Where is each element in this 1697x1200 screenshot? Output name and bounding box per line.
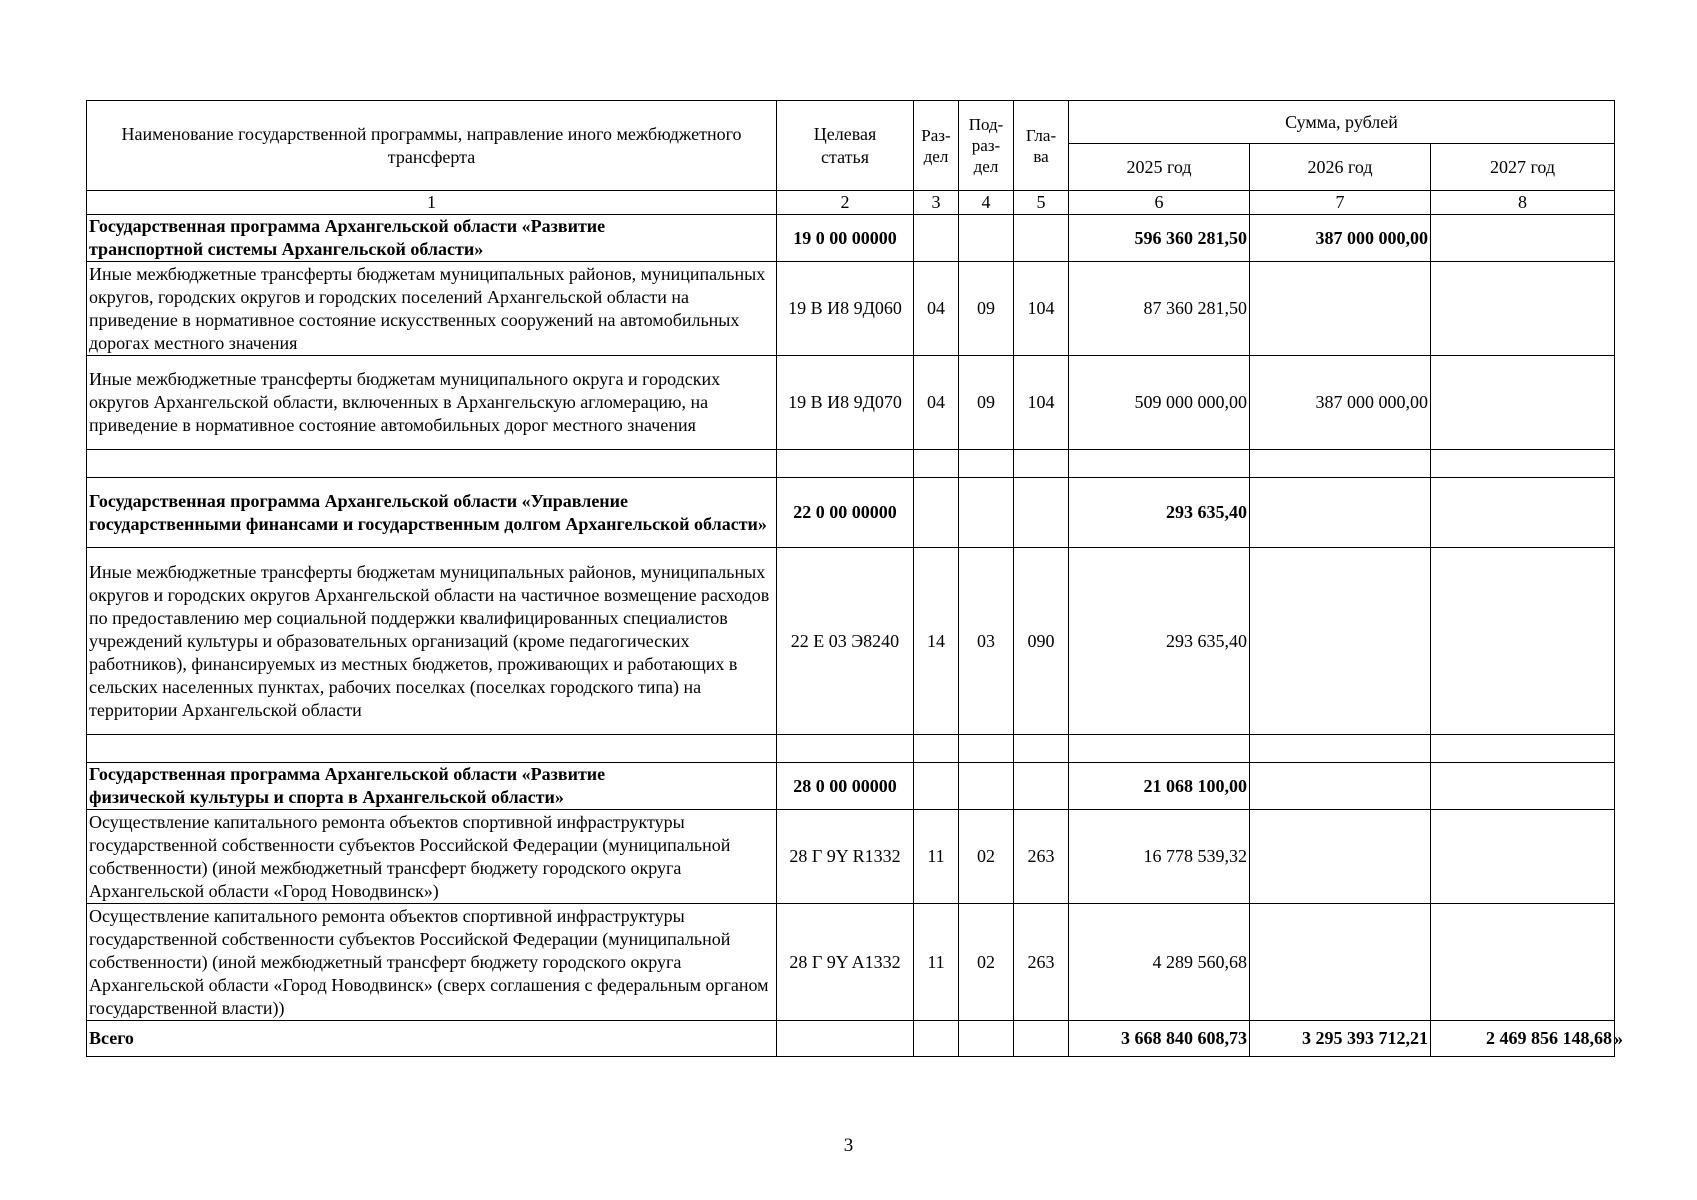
amount-2027 bbox=[1431, 356, 1615, 450]
amount-2027 bbox=[1431, 548, 1615, 735]
program-row bbox=[87, 478, 1615, 548]
program-name: Государственная программа Архангельской области «Развитие физической культуры и спорта в Архангельской области» bbox=[87, 763, 777, 810]
amount-2027 bbox=[1431, 262, 1615, 356]
item-name: Иные межбюджетные трансферты бюджетам муниципального округа и городских округов Архангельской области, включенных в Архангельскую агломерацию, на приведение в нормативное состояние автомобильных дорог местного значения bbox=[87, 356, 777, 450]
target-code: 19 В И8 9Д060 bbox=[777, 262, 914, 356]
amount-2025: 16 778 539,32 bbox=[1069, 810, 1250, 904]
chapter-code: 090 bbox=[1014, 548, 1069, 735]
target-code: 22 0 00 00000 bbox=[777, 478, 914, 548]
closing-quote: » bbox=[1614, 1028, 1624, 1048]
program-row bbox=[87, 215, 1615, 262]
header-chapter: Гла-ва bbox=[1014, 101, 1069, 191]
colnum: 7 bbox=[1250, 191, 1431, 215]
amount-2026 bbox=[1250, 478, 1431, 548]
amount-2027 bbox=[1431, 215, 1615, 262]
subsection-code bbox=[959, 763, 1014, 810]
amount-2027 bbox=[1431, 904, 1615, 1021]
section-code bbox=[914, 478, 959, 548]
item-row bbox=[87, 904, 1615, 1021]
section-code: 11 bbox=[914, 810, 959, 904]
total-2025: 3 668 840 608,73 bbox=[1069, 1021, 1250, 1057]
colnum: 1 bbox=[87, 191, 777, 215]
page-number: 3 bbox=[843, 1135, 854, 1156]
chapter-code bbox=[1014, 478, 1069, 548]
amount-2027 bbox=[1431, 478, 1615, 548]
amount-2025: 87 360 281,50 bbox=[1069, 262, 1250, 356]
subsection-code bbox=[959, 215, 1014, 262]
colnum: 5 bbox=[1014, 191, 1069, 215]
amount-2025: 293 635,40 bbox=[1069, 548, 1250, 735]
total-2027: 2 469 856 148,68 bbox=[1486, 1028, 1613, 1048]
target-code: 22 Е 03 Э8240 bbox=[777, 548, 914, 735]
subsection-code: 02 bbox=[959, 904, 1014, 1021]
chapter-code bbox=[1014, 763, 1069, 810]
header-section: Раз-дел bbox=[914, 101, 959, 191]
item-name: Иные межбюджетные трансферты бюджетам муниципальных районов, муниципальных округов, городских округов и городских поселений Архангельской области на приведение в нормативное состояние искусственных сооружений на автомобильных дорогах местного значения bbox=[87, 262, 777, 356]
amount-2027 bbox=[1431, 763, 1615, 810]
header-row-1 bbox=[87, 101, 1615, 144]
spacer-row bbox=[87, 735, 1615, 763]
amount-2025: 293 635,40 bbox=[1069, 478, 1250, 548]
amount-2026 bbox=[1250, 763, 1431, 810]
amount-2026 bbox=[1250, 810, 1431, 904]
amount-2025: 509 000 000,00 bbox=[1069, 356, 1250, 450]
spacer-row bbox=[87, 450, 1615, 478]
amount-2027 bbox=[1431, 810, 1615, 904]
amount-2025: 596 360 281,50 bbox=[1069, 215, 1250, 262]
item-row bbox=[87, 548, 1615, 735]
header-name: Наименование государственной программы, направление иного межбюджетного трансферта bbox=[87, 101, 777, 191]
chapter-code: 263 bbox=[1014, 904, 1069, 1021]
target-code: 19 В И8 9Д070 bbox=[777, 356, 914, 450]
header-year-2025: 2025 год bbox=[1069, 144, 1250, 191]
colnum: 2 bbox=[777, 191, 914, 215]
amount-2025: 21 068 100,00 bbox=[1069, 763, 1250, 810]
item-row bbox=[87, 356, 1615, 450]
section-code bbox=[914, 763, 959, 810]
amount-2026 bbox=[1250, 548, 1431, 735]
section-code: 14 bbox=[914, 548, 959, 735]
colnum: 4 bbox=[959, 191, 1014, 215]
total-row bbox=[87, 1021, 1615, 1057]
item-row bbox=[87, 262, 1615, 356]
target-code: 28 0 00 00000 bbox=[777, 763, 914, 810]
subsection-code: 02 bbox=[959, 810, 1014, 904]
program-name: Государственная программа Архангельской области «Управление государственными финансами и государственным долгом Архангельской области» bbox=[87, 478, 777, 548]
colnum: 6 bbox=[1069, 191, 1250, 215]
amount-2026: 387 000 000,00 bbox=[1250, 356, 1431, 450]
column-numbers-row bbox=[87, 191, 1615, 215]
colnum: 8 bbox=[1431, 191, 1615, 215]
program-name: Государственная программа Архангельской области «Развитие транспортной системы Архангельской области» bbox=[87, 215, 777, 262]
header-year-2027: 2027 год bbox=[1431, 144, 1615, 191]
item-name: Осуществление капитального ремонта объектов спортивной инфраструктуры государственной собственности субъектов Российской Федерации (муниципальной собственности) (иной межбюджетный трансферт бюджету городского округа Архангельской области «Город Новодвинск») bbox=[87, 810, 777, 904]
colnum: 3 bbox=[914, 191, 959, 215]
budget-table bbox=[86, 100, 1624, 1057]
total-2026: 3 295 393 712,21 bbox=[1250, 1021, 1431, 1057]
total-2027-cell bbox=[1431, 1021, 1624, 1057]
amount-2026 bbox=[1250, 904, 1431, 1021]
chapter-code bbox=[1014, 215, 1069, 262]
header-year-2026: 2026 год bbox=[1250, 144, 1431, 191]
section-code: 11 bbox=[914, 904, 959, 1021]
subsection-code: 03 bbox=[959, 548, 1014, 735]
section-code: 04 bbox=[914, 356, 959, 450]
section-code bbox=[914, 215, 959, 262]
amount-2026: 387 000 000,00 bbox=[1250, 215, 1431, 262]
item-name: Осуществление капитального ремонта объектов спортивной инфраструктуры государственной собственности субъектов Российской Федерации (муниципальной собственности) (иной межбюджетный трансферт бюджету городского округа Архангельской области «Город Новодвинск» (сверх соглашения с федеральным органом государственной власти)) bbox=[87, 904, 777, 1021]
subsection-code bbox=[959, 478, 1014, 548]
program-row bbox=[87, 763, 1615, 810]
total-label: Всего bbox=[87, 1021, 777, 1057]
section-code: 04 bbox=[914, 262, 959, 356]
subsection-code: 09 bbox=[959, 262, 1014, 356]
amount-2026 bbox=[1250, 262, 1431, 356]
chapter-code: 104 bbox=[1014, 262, 1069, 356]
chapter-code: 263 bbox=[1014, 810, 1069, 904]
header-sum: Сумма, рублей bbox=[1069, 101, 1615, 144]
header-subsection: Под-раз-дел bbox=[959, 101, 1014, 191]
item-row bbox=[87, 810, 1615, 904]
item-name: Иные межбюджетные трансферты бюджетам муниципальных районов, муниципальных округов и городских округов Архангельской области на частичное возмещение расходов по предоставлению мер социальной поддержки квалифицированных специалистов учреждений культуры и образовательных организаций (кроме педагогических работников), финансируемых из местных бюджетов, проживающих и работающих в сельских населенных пунктах, рабочих поселках (поселках городского типа) на территории Архангельской области bbox=[87, 548, 777, 735]
header-target: Целевая статья bbox=[777, 101, 914, 191]
chapter-code: 104 bbox=[1014, 356, 1069, 450]
target-code: 28 Г 9Y R1332 bbox=[777, 810, 914, 904]
target-code: 19 0 00 00000 bbox=[777, 215, 914, 262]
amount-2025: 4 289 560,68 bbox=[1069, 904, 1250, 1021]
subsection-code: 09 bbox=[959, 356, 1014, 450]
target-code: 28 Г 9Y A1332 bbox=[777, 904, 914, 1021]
